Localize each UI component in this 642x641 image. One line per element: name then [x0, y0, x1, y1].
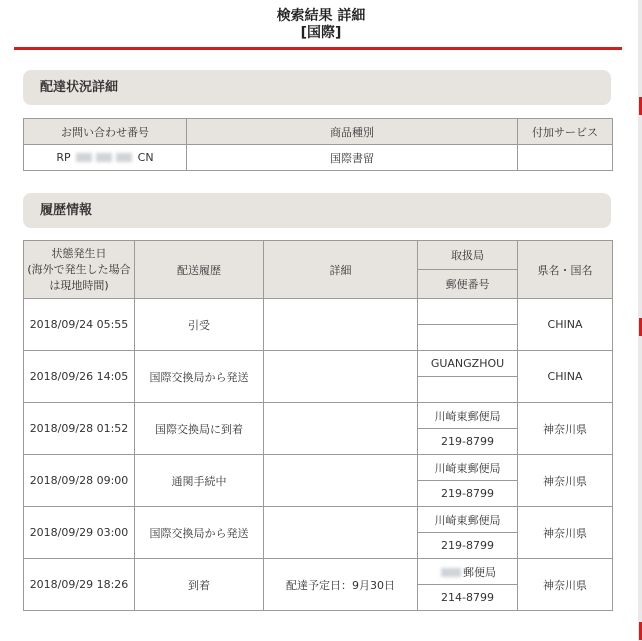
history-region: CHINA — [518, 299, 613, 351]
history-region: 神奈川県 — [518, 507, 613, 559]
history-date: 2018/09/29 18:26 — [24, 559, 135, 611]
history-office: 川崎東郵便局 — [418, 403, 518, 429]
col-header-history: 配送履歴 — [135, 241, 264, 299]
extra-service-cell — [518, 145, 613, 171]
history-region: 神奈川県 — [518, 455, 613, 507]
history-detail — [264, 299, 418, 351]
redacted-digits — [76, 153, 92, 162]
history-status: 国際交換局から発送 — [135, 507, 264, 559]
history-table — [23, 240, 613, 611]
history-region: 神奈川県 — [518, 403, 613, 455]
col-header-date: 状態発生日 (海外で発生した場合は現地時間) — [24, 241, 135, 299]
page-title-main: 検索結果 詳細 — [276, 8, 366, 24]
col-header-detail: 詳細 — [264, 241, 418, 299]
history-postal-code: 214-8799 — [418, 585, 518, 611]
page-title — [0, 8, 642, 42]
history-section-header: 履歴情報 — [23, 193, 611, 228]
redacted-digits — [116, 153, 132, 162]
history-status: 国際交換局から発送 — [135, 351, 264, 403]
history-postal-code — [418, 377, 518, 403]
status-table — [23, 118, 613, 171]
history-date: 2018/09/29 03:00 — [24, 507, 135, 559]
col-header-extra-service: 付加サービス — [518, 119, 613, 145]
status-section-header: 配達状況詳細 — [23, 70, 611, 105]
redacted-digits — [96, 153, 112, 162]
page-title-sub: [国際] — [300, 25, 342, 41]
history-office: 川崎東郵便局 — [418, 507, 518, 533]
history-office-suffix: 郵便局 — [463, 565, 496, 579]
col-header-postal-code: 郵便番号 — [418, 270, 518, 299]
history-postal-code: 219-8799 — [418, 533, 518, 559]
history-region: CHINA — [518, 351, 613, 403]
tracking-number-cell — [24, 145, 187, 171]
product-type-cell: 国際書留 — [187, 145, 518, 171]
history-region: 神奈川県 — [518, 559, 613, 611]
history-date: 2018/09/28 09:00 — [24, 455, 135, 507]
title-divider — [14, 47, 622, 50]
history-status: 国際交換局に到着 — [135, 403, 264, 455]
tracking-suffix: CN — [137, 151, 154, 164]
col-header-office: 取扱局 — [418, 241, 518, 270]
col-header-region: 県名・国名 — [518, 241, 613, 299]
redacted-office-name — [441, 568, 461, 577]
history-postal-code: 219-8799 — [418, 481, 518, 507]
history-detail: 配達予定日：9月30日 — [264, 559, 418, 611]
history-date: 2018/09/28 01:52 — [24, 403, 135, 455]
history-detail — [264, 455, 418, 507]
history-office — [418, 559, 518, 585]
history-status: 引受 — [135, 299, 264, 351]
history-office: GUANGZHOU — [418, 351, 518, 377]
tracking-prefix: RP — [56, 151, 71, 164]
history-status: 到着 — [135, 559, 264, 611]
history-date: 2018/09/24 05:55 — [24, 299, 135, 351]
history-postal-code: 219-8799 — [418, 429, 518, 455]
history-detail — [264, 507, 418, 559]
history-postal-code — [418, 325, 518, 351]
col-header-tracking-number: お問い合わせ番号 — [24, 119, 187, 145]
history-office — [418, 299, 518, 325]
history-detail — [264, 403, 418, 455]
history-date: 2018/09/26 14:05 — [24, 351, 135, 403]
history-status: 通関手続中 — [135, 455, 264, 507]
history-detail — [264, 351, 418, 403]
history-office: 川崎東郵便局 — [418, 455, 518, 481]
col-header-product-type: 商品種別 — [187, 119, 518, 145]
